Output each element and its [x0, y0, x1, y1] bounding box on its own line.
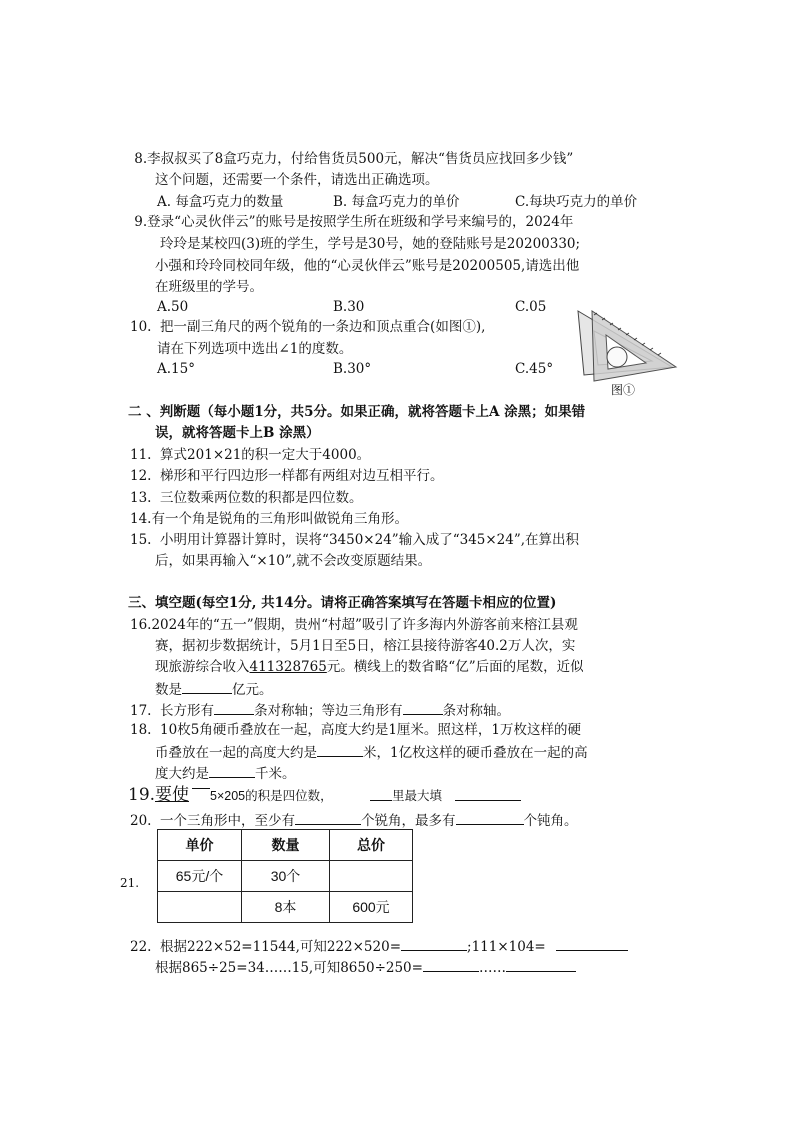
q20-part-a: 20. 一个三角形中，至少有	[130, 813, 296, 829]
q9-option-b: B.30	[333, 299, 365, 315]
q19-blank-box[interactable]	[370, 786, 392, 801]
q19-yaoshi: 要使	[155, 785, 189, 805]
q10-option-b: B.30°	[333, 361, 372, 377]
q18-line3-start: 度大约是	[155, 766, 209, 782]
q16-underlined-number: 411328765	[249, 659, 327, 675]
q16-line4	[155, 679, 273, 699]
header-quantity: 数量	[242, 830, 330, 861]
q18-line2	[155, 742, 588, 762]
q10-option-a: A.15°	[157, 361, 195, 377]
q8-option-c: C.每块巧克力的单价	[515, 194, 638, 210]
q9-line1: 9.登录“心灵伙伴云”的账号是按照学生所在班级和学号来编号的，2024年	[130, 214, 574, 230]
section-3-heading: 三、填空题(每空1分, 共14分。请将正确答案填写在答题卡相应的位置)	[128, 595, 557, 611]
q8-option-b: B. 每盒巧克力的单价	[333, 194, 460, 210]
q18-line2-start: 币叠放在一起的高度大约是	[155, 745, 317, 761]
q17-part-a: 17. 长方形有	[130, 703, 215, 719]
q17	[130, 700, 510, 720]
q22-line2-start: 根据865÷25=34……15,可知8650÷250=	[155, 960, 423, 976]
q17-part-b: 条对称轴；等边三角形有	[254, 703, 403, 719]
q14: 14.有一个角是锐角的三角形叫做锐角三角形。	[130, 511, 408, 527]
q20-blank-2[interactable]	[456, 810, 524, 825]
q18-blank-1[interactable]	[317, 742, 363, 757]
q22-blank-2[interactable]	[556, 936, 628, 951]
q20	[130, 810, 578, 830]
q18-line3	[155, 763, 296, 783]
figure-caption: 图①	[611, 383, 636, 397]
q22-blank-3[interactable]	[423, 957, 479, 972]
q15-line2: 后，如果再输入“×10”,就不会改变原题结果。	[155, 553, 432, 569]
q19-digit-box[interactable]	[192, 788, 210, 789]
q22-line2	[155, 957, 576, 977]
q17-blank-1[interactable]	[214, 700, 254, 715]
q12: 12. 梯形和平行四边形一样都有两组对边互相平行。	[130, 468, 444, 484]
table-cell: 600元	[330, 892, 413, 923]
q17-blank-2[interactable]	[403, 700, 443, 715]
q16-line3-end: 元。横线上的数省略“亿”后面的尾数，近似	[326, 659, 584, 675]
section-2-heading-line1: 二 、判断题（每小题1分，共5分。如果正确，就将答题卡上A 涂黑；如果错	[128, 404, 586, 420]
table-cell-answer[interactable]	[330, 861, 413, 892]
q8-option-a: A. 每盒巧克力的数量	[157, 194, 284, 210]
q16-line2: 赛，据初步数据统计，5月1日至5日，榕江县接待游客40.2万人次，实	[155, 638, 576, 654]
table-cell-answer[interactable]	[158, 892, 242, 923]
q22-blank-4[interactable]	[506, 957, 576, 972]
q17-part-c: 条对称轴。	[442, 703, 511, 719]
table-cell: 65元/个	[158, 861, 242, 892]
q22-line1-mid: ;111×104=	[467, 939, 546, 955]
q22-line2-mid: ……	[478, 960, 506, 976]
q21-number: 21.	[120, 876, 140, 890]
q19-number: 19.	[128, 785, 156, 805]
q16-answer-blank[interactable]	[182, 679, 232, 694]
q18-line2-end: 米，1亿枚这样的硬币叠放在一起的高	[363, 745, 588, 761]
q20-part-b: 个锐角，最多有	[361, 813, 456, 829]
q16-line4-end: 亿元。	[232, 682, 273, 698]
q10-line1: 10. 把一副三角尺的两个锐角的一条边和顶点重合(如图①),	[130, 319, 486, 335]
q22-line1-start: 22. 根据222×52=11544,可知222×520=	[130, 939, 402, 955]
q10-line2: 请在下列选项中选出∠1的度数。	[157, 341, 353, 357]
q19-tail: 里最大填	[392, 789, 443, 803]
q19-text: 5×205的积是四位数，	[210, 789, 333, 803]
section-2-heading-line2: 误，就将答题卡上B 涂黑）	[155, 425, 320, 441]
q9-line2: 玲玲是某校四(3)班的学生，学号是30号，她的登陆账号是20200330;	[160, 236, 581, 252]
table-cell: 8本	[242, 892, 330, 923]
header-unit-price: 单价	[158, 830, 242, 861]
q16-line3-start: 现旅游综合收入	[155, 659, 250, 675]
q18-line3-end: 千米。	[255, 766, 296, 782]
table-row	[158, 892, 413, 923]
q22-line1	[130, 936, 628, 956]
q9-line4: 在班级里的学号。	[155, 279, 263, 295]
q18-blank-2[interactable]	[209, 763, 255, 778]
table-cell: 30个	[242, 861, 330, 892]
q9-line3: 小强和玲玲同校同年级，他的“心灵伙伴云”账号是20200505,请选出他	[155, 258, 580, 274]
q9-option-a: A.50	[157, 299, 189, 315]
q19-answer-blank[interactable]	[455, 786, 521, 801]
q9-option-c: C.05	[515, 299, 547, 315]
q16-line4-start: 数是	[155, 682, 182, 698]
q8-line2: 这个问题，还需要一个条件，请选出正确选项。	[155, 172, 439, 188]
header-total-price: 总价	[330, 830, 413, 861]
table-row	[158, 861, 413, 892]
q20-blank-1[interactable]	[295, 810, 361, 825]
q21-price-table	[157, 829, 413, 923]
q13: 13. 三位数乘两位数的积都是四位数。	[130, 490, 363, 506]
q18-line1: 18. 10枚5角硬币叠放在一起，高度大约是1厘米。照这样，1万枚这样的硬	[130, 722, 581, 738]
q8-line1: 8.李叔叔买了8盒巧克力，付给售货员500元，解决“售货员应找回多少钱”	[130, 151, 574, 167]
table-header-row	[158, 830, 413, 861]
q10-option-c: C.45°	[515, 361, 554, 377]
q11: 11. 算式201×21的积一定大于4000。	[130, 447, 371, 463]
q15-line1: 15. 小明用计算器计算时，误将“3450×24”输入成了“345×24”,在算出积	[130, 532, 580, 548]
q22-blank-1[interactable]	[401, 936, 467, 951]
q20-part-c: 个钝角。	[523, 813, 578, 829]
q16-line3	[155, 658, 584, 676]
q16-line1: 16.2024年的“五一”假期，贵州“村超”吸引了许多海内外游客前来榕江县观	[130, 617, 578, 633]
